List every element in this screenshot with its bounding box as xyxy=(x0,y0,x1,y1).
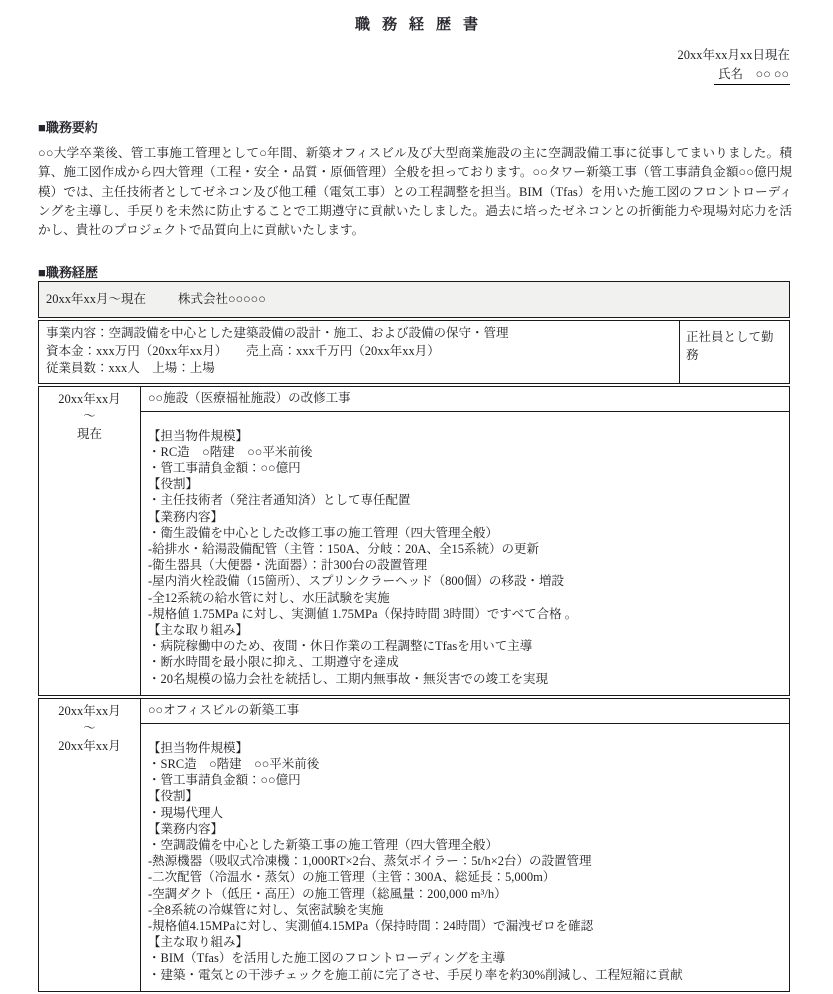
text-line: ・管工事請負金額：○○億円 xyxy=(148,460,301,475)
project-details xyxy=(141,412,789,695)
project-title: ○○施設（医療福祉施設）の改修工事 xyxy=(141,387,789,412)
text-line: -二次配管（冷温水・蒸気）の施工管理（主管：300A、総延長：5,000m） xyxy=(148,870,556,885)
text-line: 【役割】 xyxy=(148,789,199,804)
text-line: 【主な取り組み】 xyxy=(148,622,249,637)
text-line: 従業員数：xxx人 上場：上場 xyxy=(46,361,215,375)
text-line: -規格値 1.75MPa に対し、実測値 1.75MPa（保持時間 3時間）ですべて合格 。 xyxy=(148,606,578,621)
text-line: ・主任技術者（発注者通知済）として専任配置 xyxy=(148,493,411,508)
text-line: 【主な取り組み】 xyxy=(148,935,249,950)
text-line: ・断水時間を最小限に抑え、工期遵守を達成 xyxy=(148,655,399,670)
text-line: -屋内消火栓設備（15箇所）、スプリンクラーヘッド（800個）の移設・増設 xyxy=(148,574,564,589)
text-line: -全12系統の給水管に対し、水圧試験を実施 xyxy=(148,590,390,605)
text-line: -熱源機器（吸収式冷凍機：1,000RT×2台、蒸気ボイラー：5t/h×2台）の設置管理 xyxy=(148,854,592,869)
text-line: -給排水・給湯設備配管（主管：150A、分岐：20A、全15系統）の更新 xyxy=(148,541,539,556)
text-line: 事業内容：空調設備を中心とした建築設備の設計・施工、および設備の保守・管理 xyxy=(46,326,509,340)
text-line: 20xx年xx月 xyxy=(58,703,121,718)
project-content xyxy=(141,699,789,991)
text-line: 【業務内容】 xyxy=(148,509,224,524)
text-line: 現在 xyxy=(76,426,102,441)
project-content xyxy=(141,387,789,695)
company-info-row xyxy=(38,320,790,384)
text-line: 【担当物件規模】 xyxy=(148,428,249,443)
company-info-cell xyxy=(39,321,679,383)
text-line: ・20名規模の協力会社を統括し、工期内無事故・無災害での竣工を実現 xyxy=(148,671,549,686)
career-heading: ■職務経歴 xyxy=(38,265,98,280)
text-line: ～ xyxy=(83,409,96,423)
text-line: ～ xyxy=(83,721,96,736)
project-title: ○○オフィスビルの新築工事 xyxy=(141,699,789,724)
project-period-cell xyxy=(39,699,141,991)
text-line: 【担当物件規模】 xyxy=(148,740,249,755)
text-line: 資本金：xxx万円（20xx年xx月） 売上高：xxx千万円（20xx年xx月） xyxy=(46,343,440,358)
company-row xyxy=(38,281,790,318)
text-line: -全8系統の冷媒管に対し、気密試験を実施 xyxy=(148,902,384,917)
page-title: 職務経歴書 xyxy=(354,17,490,33)
project-period-cell xyxy=(39,387,141,695)
employment-type-cell: 正社員として勤務 xyxy=(679,321,789,383)
text-line: ・SRC造 ○階建 ○○平米前後 xyxy=(148,756,320,771)
name-line: 氏名 ○○ ○○ xyxy=(714,66,790,85)
text-line: 【役割】 xyxy=(148,477,199,492)
text-line: -規格値4.15MPaに対し、実測値4.15MPa（保持時間：24時間）で漏洩ゼロを確認 xyxy=(148,918,594,933)
text-line: ・病院稼働中のため、夜間・休日作業の工程調整にTfasを用いて主導 xyxy=(148,639,533,654)
text-line: ・管工事請負金額：○○億円 xyxy=(148,773,301,788)
career-table xyxy=(38,281,790,994)
text-line: 20xx年xx月 xyxy=(58,738,121,753)
text-line: ・衛生設備を中心とした改修工事の施工管理（四大管理全般） xyxy=(148,525,499,540)
text-line: ・BIM（Tfas）を活用した施工図のフロントローディングを主導 xyxy=(148,951,506,966)
header-meta xyxy=(677,47,790,85)
text-line: 20xx年xx月 xyxy=(58,391,121,406)
text-line: 【業務内容】 xyxy=(148,821,224,836)
text-line: ・空調設備を中心とした新築工事の施工管理（四大管理全般） xyxy=(148,837,499,852)
summary-heading: ■職務要約 xyxy=(38,120,98,135)
text-line: -空調ダクト（低圧・高圧）の施工管理（総風量：200,000 m³/h） xyxy=(148,886,507,901)
company-name: 株式会社○○○○○ xyxy=(178,292,266,306)
text-line: ・RC造 ○階建 ○○平米前後 xyxy=(148,444,313,459)
company-period: 20xx年xx月～現在 xyxy=(46,292,147,306)
project-details xyxy=(141,724,789,991)
summary-paragraph: ○○大学卒業後、管工事施工管理として○年間、新築オフィスビル及び大型商業施設の主に空調設備工事に従事してまいりました。積算、施工図作成から四大管理（工程・安全・品質・原価管理）全般を担っております。○○タワー新築工事（管工事請負金額○○億円規模）では、主任技術者としてゼネコン及び他工種（電気工事）との工程調整を担当。BIM（Tfas）を用いた施工図のフロントローディングを主導し、手戻りを未然に防止することで工期遵守に貢献いたしました。過去に培ったゼネコンとの折衝能力や現場対応力を活かし、貴社のプロジェクトで品質向上に貢献いたします。 xyxy=(38,146,792,238)
text-line: ・建築・電気との干渉チェックを施工前に完了させ、手戻り率を約30%削減し、工程短縮に貢献 xyxy=(148,967,683,982)
project-row-2 xyxy=(38,698,790,992)
project-row-1 xyxy=(38,386,790,696)
text-line: ・現場代理人 xyxy=(148,805,224,820)
text-line: -衛生器具（大便器・洗面器）：計300台の設置管理 xyxy=(148,558,428,573)
current-date-line: 20xx年xx月xx日現在 xyxy=(677,48,790,62)
